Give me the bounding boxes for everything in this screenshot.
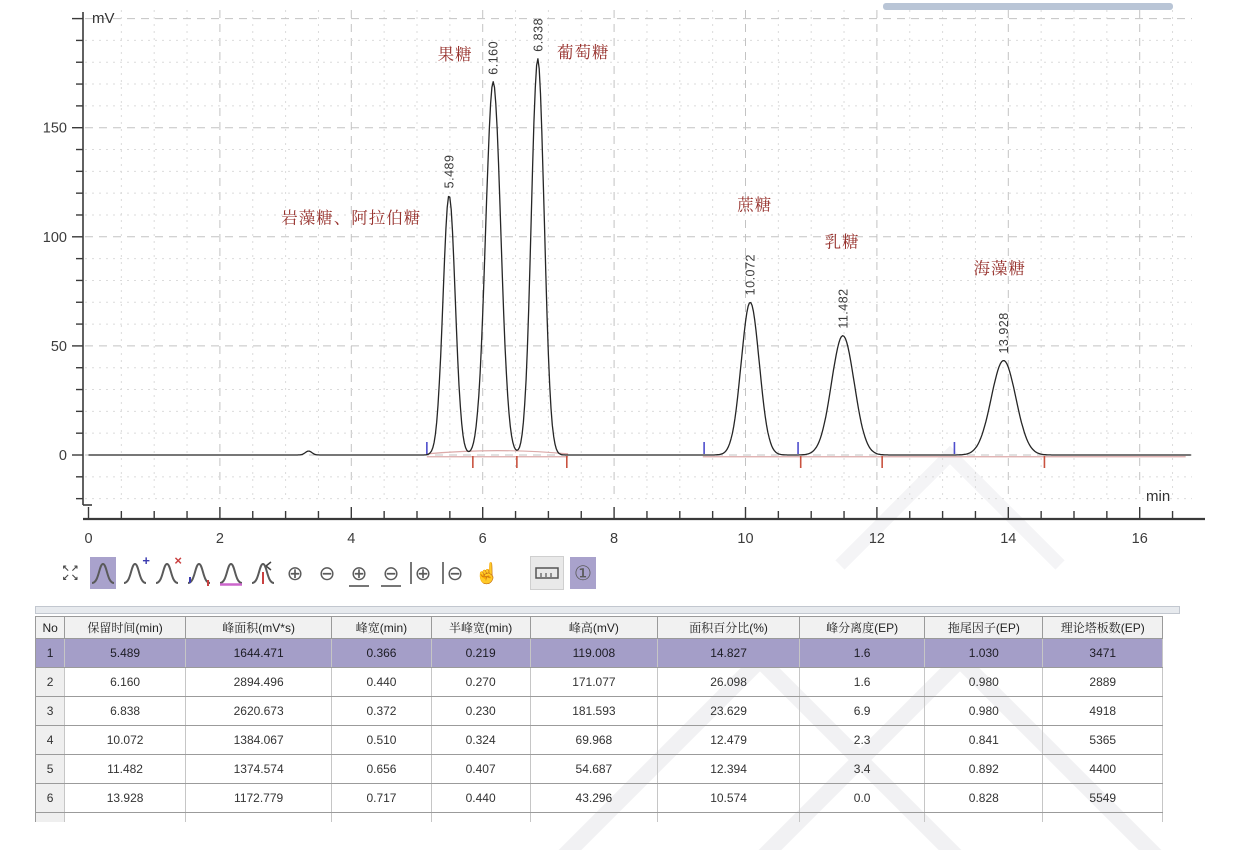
table-cell [36, 813, 65, 823]
table-cell: 0.324 [431, 726, 530, 755]
top-scrollbar-thumb[interactable] [883, 3, 1173, 10]
table-cell: 4918 [1043, 697, 1163, 726]
table-horizontal-scrollbar[interactable] [35, 606, 1180, 614]
table-cell: 5549 [1043, 784, 1163, 813]
grid-lines [85, 10, 1192, 500]
column-header[interactable]: 面积百分比(%) [658, 617, 800, 639]
table-cell: 5 [36, 755, 65, 784]
table-cell: 1.030 [925, 639, 1043, 668]
table-cell: 5365 [1043, 726, 1163, 755]
table-cell: 0.366 [332, 639, 431, 668]
table-cell: 10.072 [65, 726, 186, 755]
table-cell: 69.968 [530, 726, 657, 755]
table-cell: 1.6 [800, 668, 925, 697]
peak-delete-icon[interactable]: × [154, 557, 180, 589]
table-body [36, 639, 1163, 823]
table-cell: 2894.496 [185, 668, 332, 697]
peak-baseline-icon[interactable] [218, 557, 244, 589]
table-cell: 0.440 [431, 784, 530, 813]
table-header-row [36, 617, 1163, 639]
table-cell [800, 813, 925, 823]
peak-name-label: 果糖 [437, 46, 473, 65]
x-tick-label: 0 [84, 531, 93, 547]
peak-rt-label: 6.838 [531, 17, 546, 52]
peak-name-label: 乳糖 [824, 233, 860, 252]
table-row[interactable] [36, 726, 1163, 755]
y-tick-label: 0 [58, 448, 67, 464]
table-cell: 2889 [1043, 668, 1163, 697]
peak-manual-icon[interactable] [250, 557, 276, 589]
axes [43, 12, 1205, 547]
column-header[interactable]: 峰宽(min) [332, 617, 431, 639]
x-tick-label: 2 [215, 531, 224, 547]
chromatogram-curve [89, 59, 1191, 455]
table-cell: 0.510 [332, 726, 431, 755]
table-cell: 0.656 [332, 755, 431, 784]
table-cell: 181.593 [530, 697, 657, 726]
table-cell: 0.440 [332, 668, 431, 697]
y-axis-unit-label: mV [92, 10, 115, 27]
table-cell: 1644.471 [185, 639, 332, 668]
peak-name-label: 蔗糖 [737, 196, 773, 215]
peak-labels [281, 18, 1026, 354]
zoom-out-icon[interactable]: ⊖ [318, 562, 336, 585]
peak-name-label: 葡萄糖 [556, 43, 610, 62]
chart-toolbar [58, 554, 596, 592]
x-tick-label: 16 [1131, 531, 1148, 547]
peak-add-icon[interactable]: + [122, 557, 148, 589]
table-cell: 6.160 [65, 668, 186, 697]
y-tick-label: 100 [42, 229, 67, 246]
peak-rt-label: 10.072 [743, 254, 758, 296]
column-header[interactable]: 理论塔板数(EP) [1043, 617, 1163, 639]
x-tick-label: 12 [868, 531, 885, 547]
table-cell [185, 813, 332, 823]
peak-rt-label: 11.482 [836, 288, 851, 329]
table-cell: 0.230 [431, 697, 530, 726]
table-cell: 4400 [1043, 755, 1163, 784]
expand-icon[interactable]: ↖ ↗ ↙ ↘ [62, 563, 79, 582]
x-tick-label: 4 [347, 531, 356, 547]
zoom-in-icon[interactable]: ⊕ [286, 562, 304, 585]
peak-rt-label: 13.928 [997, 312, 1012, 354]
table-cell [332, 813, 431, 823]
table-cell: 23.629 [658, 697, 800, 726]
table-cell [530, 813, 657, 823]
peak-select-icon[interactable] [90, 557, 116, 589]
table-cell: 0.717 [332, 784, 431, 813]
table-cell: 26.098 [658, 668, 800, 697]
table-cell: 0.892 [925, 755, 1043, 784]
table-cell: 1 [36, 639, 65, 668]
table-cell: 12.479 [658, 726, 800, 755]
zoom-in-horizontal-icon[interactable]: ⊕ [346, 557, 372, 589]
channel-one-icon[interactable]: ① [570, 557, 596, 589]
peak-results-area [35, 606, 1163, 822]
table-cell: 0.0 [800, 784, 925, 813]
table-cell: 0.828 [925, 784, 1043, 813]
table-cell: 6.838 [65, 697, 186, 726]
table-cell [431, 813, 530, 823]
table-cell: 12.394 [658, 755, 800, 784]
column-header[interactable]: No [36, 617, 65, 639]
table-cell: 4 [36, 726, 65, 755]
table-cell: 3 [36, 697, 65, 726]
zoom-in-vertical-icon[interactable]: ⊕ [410, 557, 436, 589]
table-cell: 3.4 [800, 755, 925, 784]
table-cell: 5.489 [65, 639, 186, 668]
table-cell: 1384.067 [185, 726, 332, 755]
table-cell: 0.980 [925, 668, 1043, 697]
table-row[interactable] [36, 668, 1163, 697]
table-cell: 1374.574 [185, 755, 332, 784]
table-cell [925, 813, 1043, 823]
y-tick-label: 150 [42, 120, 67, 137]
table-cell: 3471 [1043, 639, 1163, 668]
x-tick-label: 10 [737, 531, 754, 547]
ruler-icon[interactable] [530, 556, 564, 590]
x-axis-unit-label: min [1146, 488, 1171, 505]
table-stub-row [36, 813, 1163, 823]
x-tick-label: 14 [1000, 531, 1017, 547]
y-tick-label: 50 [50, 338, 67, 355]
table-cell: 6 [36, 784, 65, 813]
table-cell: 2.3 [800, 726, 925, 755]
table-cell: 43.296 [530, 784, 657, 813]
x-tick-label: 8 [610, 531, 619, 547]
table-cell: 54.687 [530, 755, 657, 784]
table-cell: 0.980 [925, 697, 1043, 726]
column-header[interactable]: 峰分离度(EP) [800, 617, 925, 639]
table-cell: 11.482 [65, 755, 186, 784]
column-header[interactable]: 峰高(mV) [530, 617, 657, 639]
table-row[interactable] [36, 784, 1163, 813]
column-header[interactable]: 拖尾因子(EP) [925, 617, 1043, 639]
table-cell: 0.270 [431, 668, 530, 697]
table-cell: 10.574 [658, 784, 800, 813]
table-cell: 0.219 [431, 639, 530, 668]
table-cell [658, 813, 800, 823]
table-cell [65, 813, 186, 823]
hand-icon[interactable]: ☝ [474, 562, 500, 585]
table-row[interactable] [36, 639, 1163, 668]
table-cell: 14.827 [658, 639, 800, 668]
x-tick-label: 6 [478, 531, 487, 547]
table-cell: 2620.673 [185, 697, 332, 726]
table-cell: 1172.779 [185, 784, 332, 813]
table-cell: 0.407 [431, 755, 530, 784]
column-header[interactable]: 保留时间(min) [65, 617, 186, 639]
zoom-out-vertical-icon[interactable]: ⊖ [442, 557, 468, 589]
table-cell: 171.077 [530, 668, 657, 697]
peak-split-icon[interactable] [186, 557, 212, 589]
table-cell: 119.008 [530, 639, 657, 668]
table-cell: 0.372 [332, 697, 431, 726]
table-cell: 6.9 [800, 697, 925, 726]
table-cell: 1.6 [800, 639, 925, 668]
peak-rt-label: 6.160 [486, 40, 501, 75]
table-row[interactable] [36, 755, 1163, 784]
table-cell [1043, 813, 1163, 823]
peak-results-table [35, 616, 1163, 822]
column-header[interactable]: 峰面积(mV*s) [185, 617, 332, 639]
peak-name-label: 岩藻糖、阿拉伯糖 [281, 209, 422, 228]
peak-name-label: 海藻糖 [973, 259, 1027, 278]
table-cell: 2 [36, 668, 65, 697]
zoom-out-horizontal-icon[interactable]: ⊖ [378, 557, 404, 589]
table-cell: 13.928 [65, 784, 186, 813]
table-row[interactable] [36, 697, 1163, 726]
column-header[interactable]: 半峰宽(min) [431, 617, 530, 639]
table-cell: 0.841 [925, 726, 1043, 755]
peak-rt-label: 5.489 [442, 154, 457, 189]
